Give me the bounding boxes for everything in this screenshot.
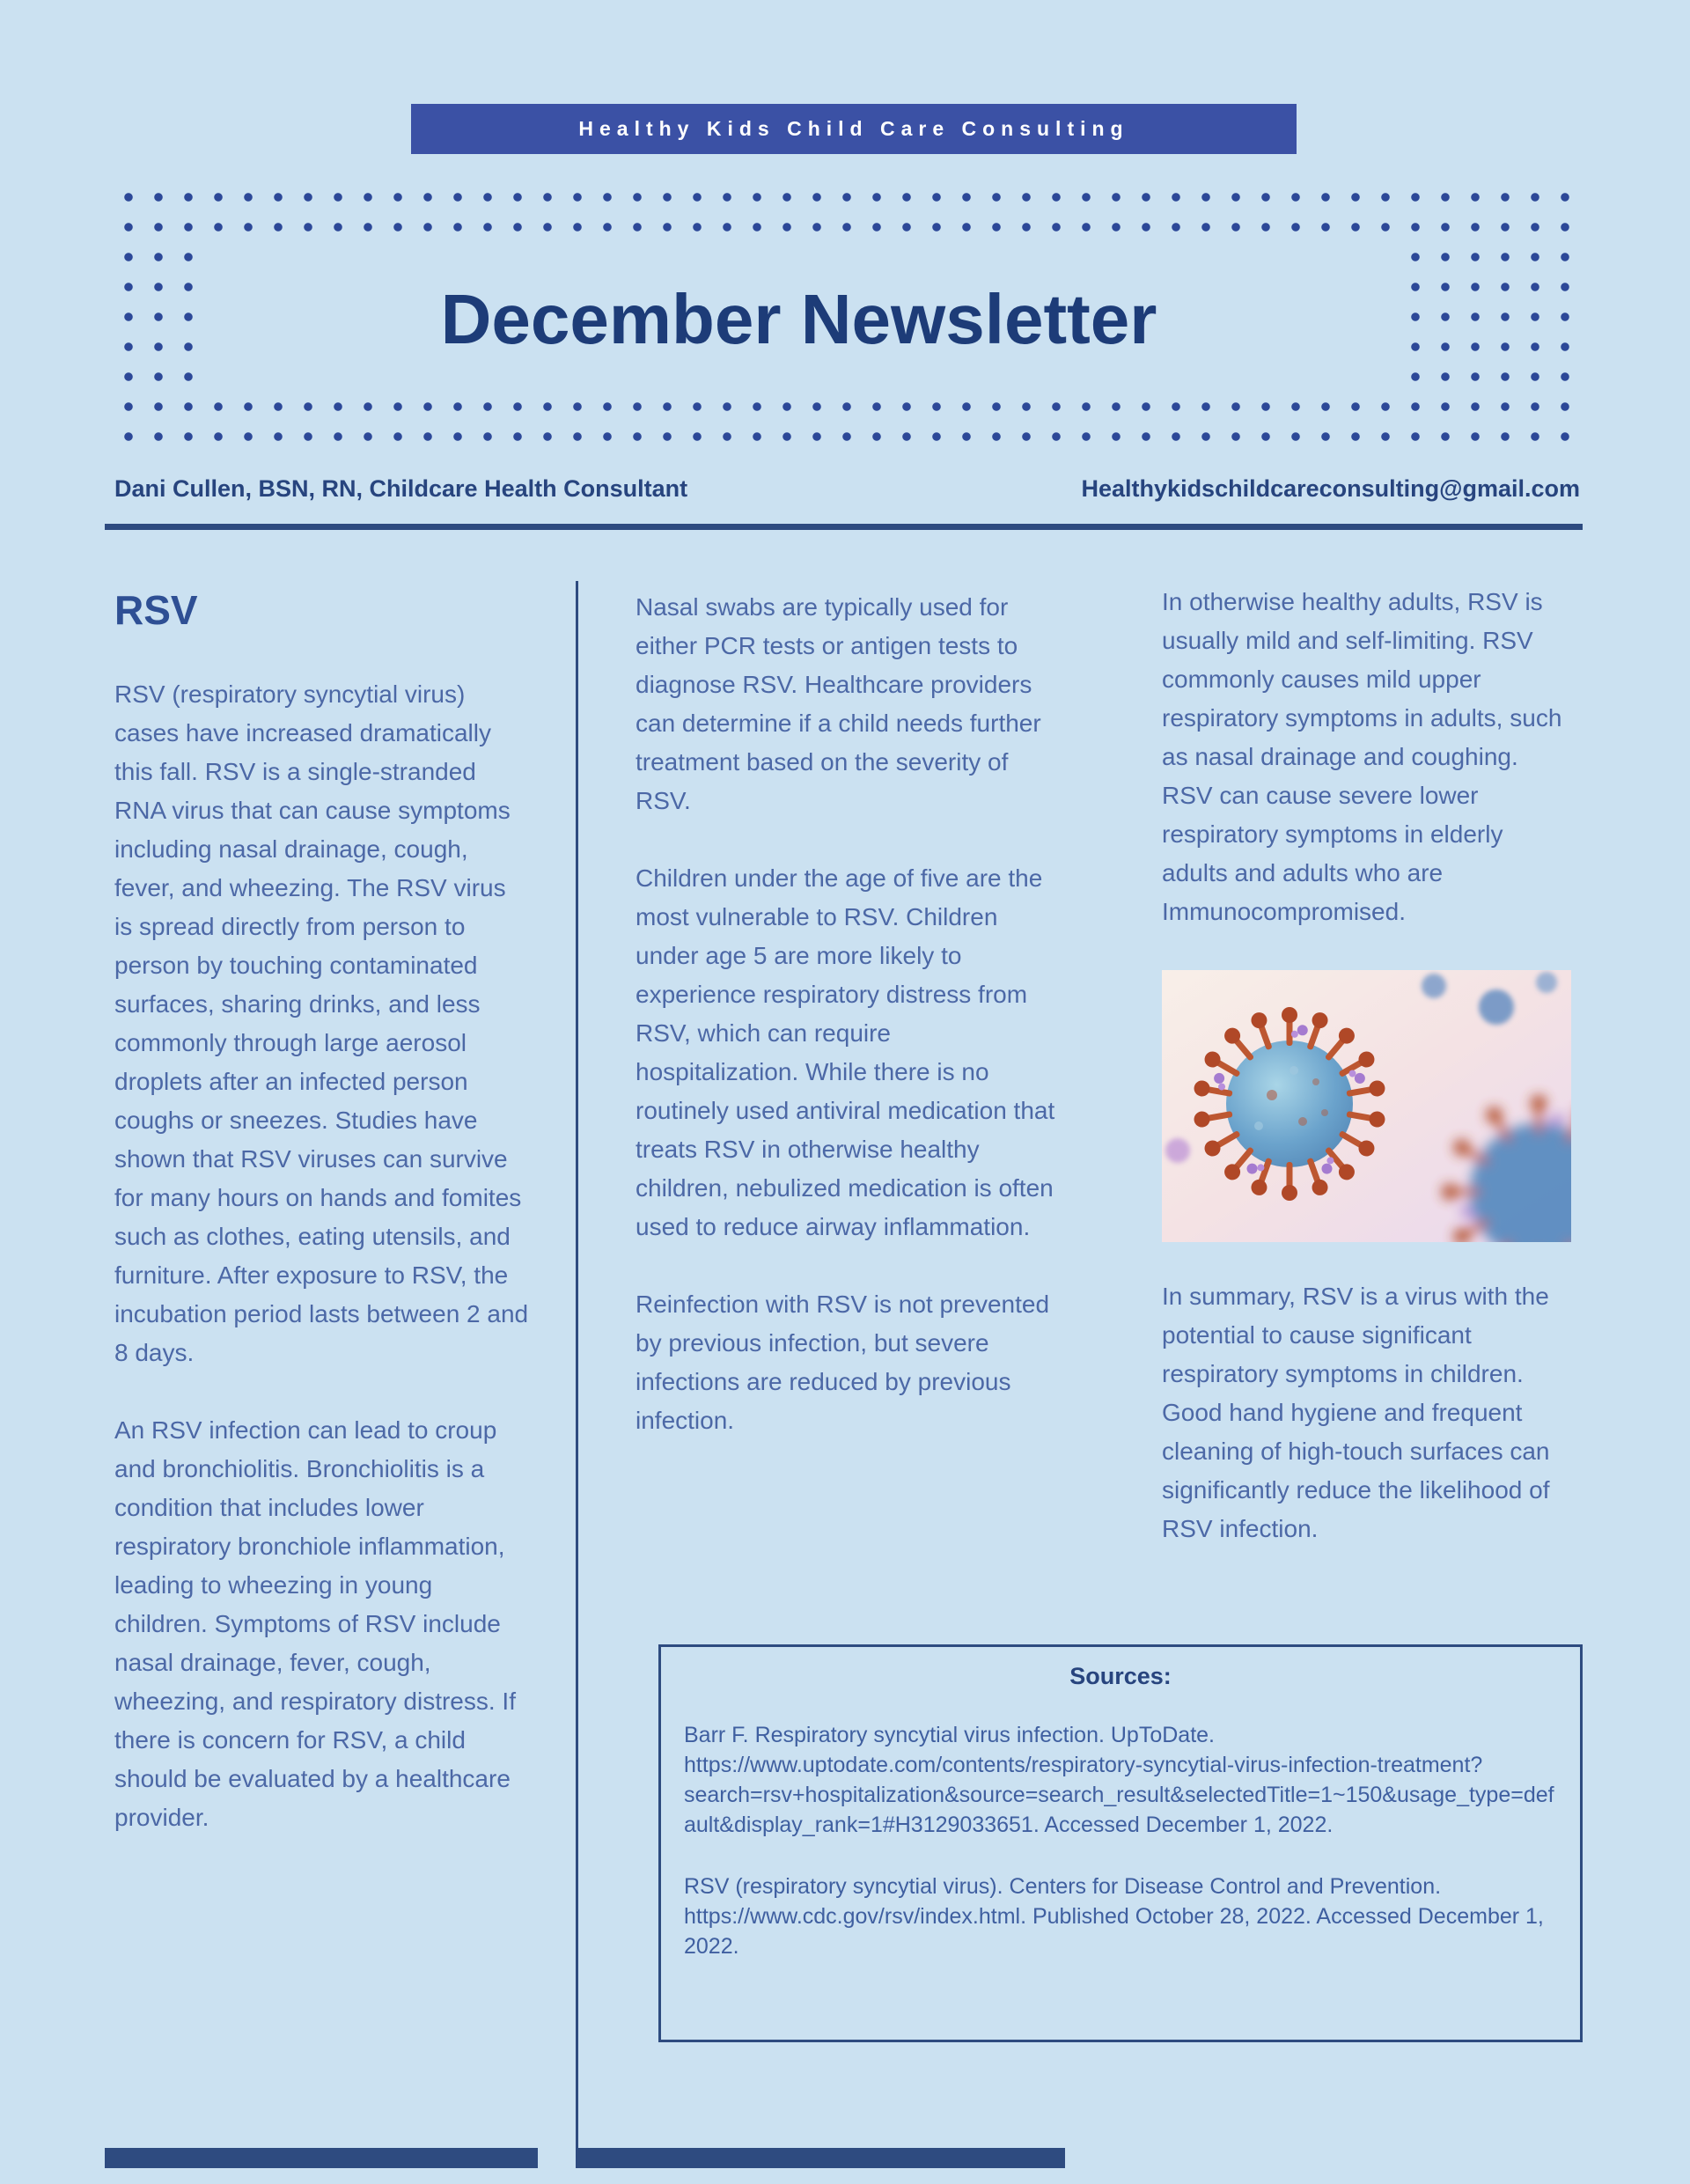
sources-heading: Sources: — [1069, 1663, 1172, 1689]
rsv-paragraph-1: RSV (respiratory syncytial virus) cases have increased dramatically this fall. RSV is a single-stranded RNA virus that can cause symptoms including nasal drainage, cough, fever, and wheezing. The RSV virus is spread directly from person to person by touching contaminated surfaces, sharing drinks, and less commonly through large aerosol droplets after an infected person coughs or sneezes. Studies have shown that RSV viruses can survive for many hours on hands and fomites such as clothes, eating utensils, and furniture. After exposure to RSV, the incubation period lasts between 2 and 8 days. — [114, 680, 529, 1366]
citation-cdc: RSV (respiratory syncytial virus). Centers for Disease Control and Prevention. https://www.cdc.gov/rsv/index.html. Published October 28, 2022. Accessed December 1, 2022. — [684, 1874, 1544, 1959]
column-right — [1162, 583, 1573, 1587]
right-paragraph-bottom: In summary, RSV is a virus with the potential to cause significant respiratory symptoms in children. Good hand hygiene and frequent cleaning of high-touch surfaces can significantly reduce the likelihood of RSV infection. — [1162, 1283, 1550, 1542]
middle-paragraph-3: Reinfection with RSV is not prevented by previous infection, but severe infections are reduced by previous infection. — [636, 1291, 1050, 1434]
brand-banner — [411, 104, 1297, 154]
virus-illustration-svg — [1162, 970, 1571, 1242]
rsv-heading: RSV — [114, 587, 198, 633]
middle-paragraph-2: Children under the age of five are the most vulnerable to RSV. Children under age 5 are more likely to experience respiratory distress from RSV, which can require hospitalization. While there is no routinely used antiviral medication that treats RSV in otherwise healthy children, nebulized medication is often used to reduce airway inflammation. — [636, 864, 1055, 1240]
right-paragraph-top: In otherwise healthy adults, RSV is usually mild and self-limiting. RSV commonly causes mild upper respiratory symptoms in adults, such as nasal drainage and coughing. RSV can cause severe lower respiratory symptoms in elderly adults and adults who are Immunocompromised. — [1162, 588, 1562, 925]
column-middle — [636, 588, 1060, 1479]
footer-bar-left — [105, 2148, 538, 2168]
brand-banner-label: Healthy Kids Child Care Consulting — [578, 117, 1129, 140]
header-divider-rule — [105, 524, 1583, 530]
middle-paragraph-1: Nasal swabs are typically used for either PCR tests or antigen tests to diagnose RSV. Healthcare providers can determine if a child needs further treatment based on the severity of RSV. — [636, 593, 1041, 814]
title-block — [195, 240, 1402, 399]
sources-box — [658, 1644, 1583, 2042]
citation-uptodate: Barr F. Respiratory syncytial virus infection. UpToDate. https://www.uptodate.com/contents/respiratory-syncytial-virus-infection-treatment?search=rsv+hospitalization&source=search_result&selectedTitle=1~150&usage_type=default&display_rank=1#H3129033651. Accessed December 1, 2022. — [684, 1723, 1554, 1837]
byline: Dani Cullen, BSN, RN, Childcare Health Consultant — [114, 475, 688, 502]
column-divider-line — [576, 581, 578, 2148]
rsv-paragraph-2: An RSV infection can lead to croup and bronchiolitis. Bronchiolitis is a condition that includes lower respiratory bronchiole inflammation, leading to wheezing in young children. Symptoms of RSV include nasal drainage, fever, cough, wheezing, and respiratory distress. If there is concern for RSV, a child should be evaluated by a healthcare provider. — [114, 1416, 516, 1831]
column-rsv — [114, 588, 530, 1876]
page-title: December Newsletter — [440, 280, 1157, 358]
footer-bar-center — [576, 2148, 1065, 2168]
contact-email: Healthykidschildcareconsulting@gmail.com — [1081, 475, 1580, 502]
dotted-pattern — [112, 180, 1578, 460]
rsv-virus-image — [1162, 970, 1571, 1242]
